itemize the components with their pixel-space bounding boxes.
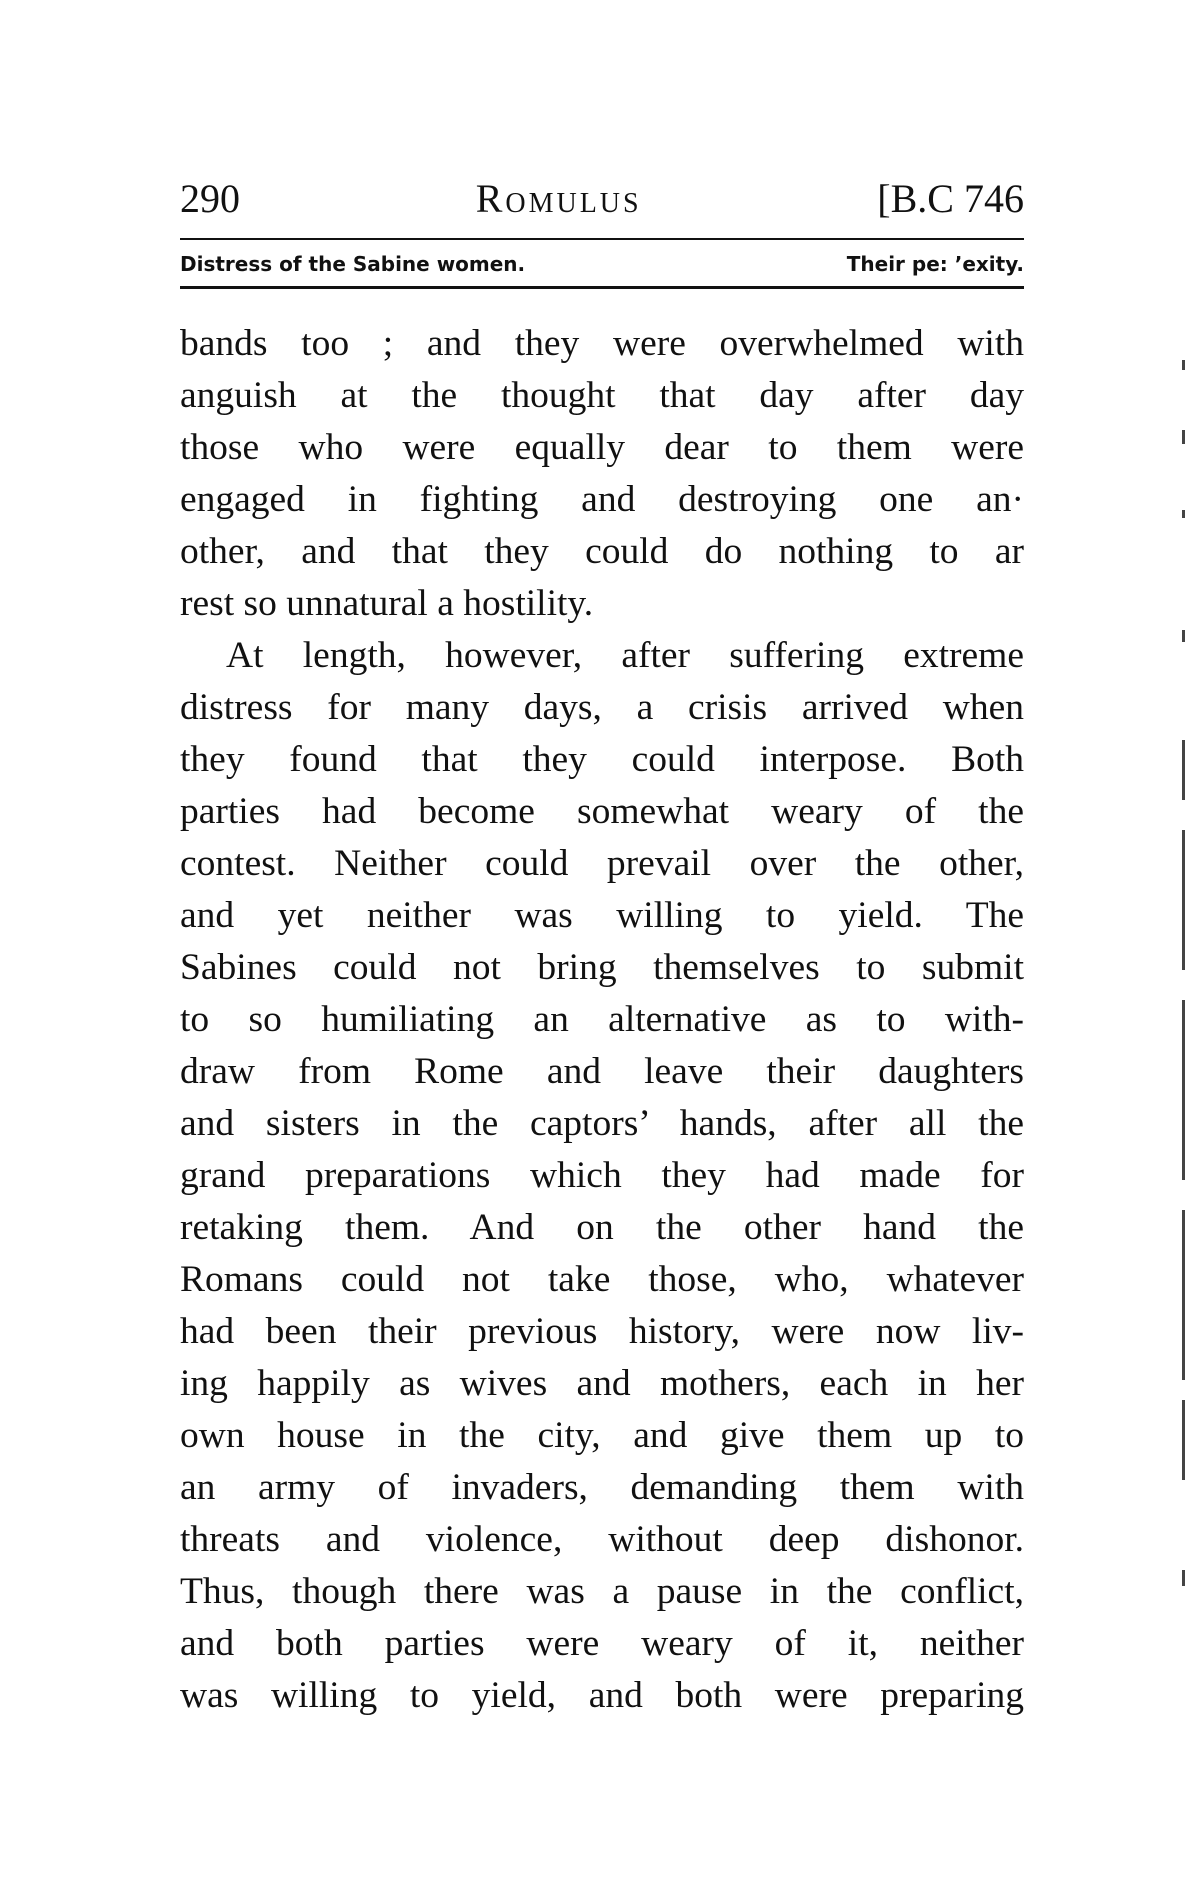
text-line: and both parties were weary of it, neither — [180, 1623, 1024, 1664]
body-text — [180, 318, 1024, 1722]
text-line: rest so unnatural a hostility. — [180, 583, 594, 624]
text-line: anguish at the thought that day after day — [180, 375, 1024, 416]
bleed-through-marks — [1180, 360, 1190, 1620]
running-title: Romulus — [475, 176, 642, 221]
text-line: bands too ; and they were overwhelmed with — [180, 323, 1024, 364]
text-line: had been their previous history, were now liv- — [180, 1311, 1024, 1352]
bleed-mark — [1182, 430, 1185, 444]
bleed-mark — [1182, 1570, 1185, 1586]
bleed-mark — [1182, 510, 1185, 518]
text-line: to so humiliating an alternative as to with- — [180, 999, 1024, 1040]
bleed-mark — [1182, 1210, 1185, 1380]
text-line: an army of invaders, demanding them with — [180, 1467, 1024, 1508]
date-range: [B.C 746 — [877, 176, 1024, 221]
text-line: and sisters in the captors’ hands, after all the — [180, 1103, 1024, 1144]
text-line: engaged in fighting and destroying one an· — [180, 479, 1024, 520]
text-line: At length, however, after suffering extreme — [226, 635, 1024, 676]
page-number: 290 — [180, 176, 240, 221]
text-line: own house in the city, and give them up to — [180, 1415, 1024, 1456]
text-line: retaking them. And on the other hand the — [180, 1207, 1024, 1248]
text-line: draw from Rome and leave their daughters — [180, 1051, 1024, 1092]
text-line: parties had become somewhat weary of the — [180, 791, 1024, 832]
text-line: threats and violence, without deep dishonor. — [180, 1519, 1024, 1560]
text-line: and yet neither was willing to yield. The — [180, 895, 1024, 936]
subhead-left: Distress of the Sabine women. — [180, 252, 526, 276]
text-line: Romans could not take those, who, whatever — [180, 1259, 1024, 1300]
text-line: distress for many days, a crisis arrived when — [180, 687, 1024, 728]
bleed-mark — [1182, 630, 1185, 642]
text-line: other, and that they could do nothing to ar — [180, 531, 1024, 572]
text-line: was willing to yield, and both were preparing — [180, 1675, 1024, 1716]
subhead-right: Their pe: ’exity. — [846, 252, 1024, 276]
bleed-mark — [1182, 1000, 1185, 1180]
text-line: those who were equally dear to them were — [180, 427, 1024, 468]
header-rule-top — [180, 238, 1024, 240]
text-line: Sabines could not bring themselves to submit — [180, 947, 1024, 988]
text-line: contest. Neither could prevail over the other, — [180, 843, 1024, 884]
text-line: ing happily as wives and mothers, each in her — [180, 1363, 1024, 1404]
text-line: grand preparations which they had made for — [180, 1155, 1024, 1196]
text-line: Thus, though there was a pause in the conflict, — [180, 1571, 1024, 1612]
bleed-mark — [1182, 1400, 1185, 1480]
text-line: they found that they could interpose. Both — [180, 739, 1024, 780]
header-rule-bottom — [180, 286, 1024, 289]
bleed-mark — [1182, 830, 1185, 970]
marginal-subheads — [180, 246, 1024, 282]
running-head — [180, 175, 1024, 231]
bleed-mark — [1182, 360, 1185, 370]
bleed-mark — [1182, 740, 1185, 800]
